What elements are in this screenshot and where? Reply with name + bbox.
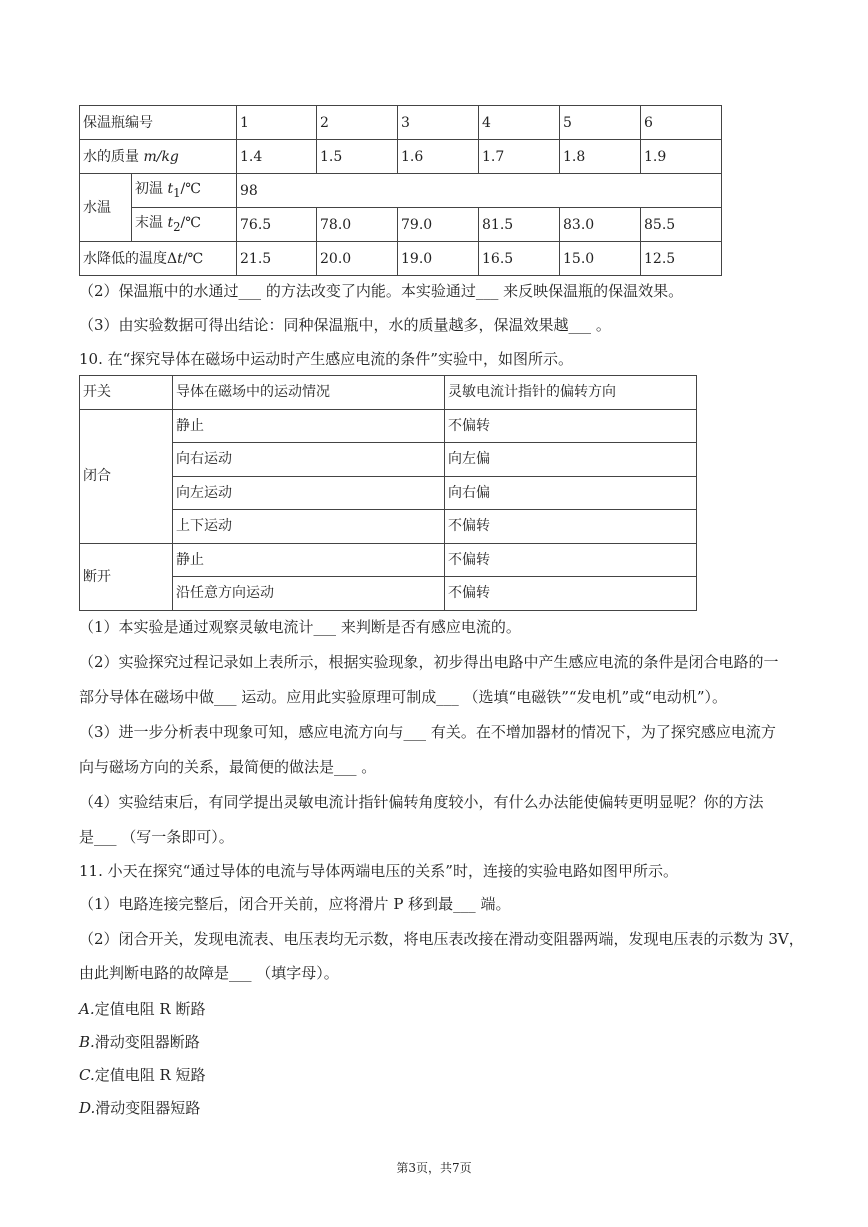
- page-footer: 第3页，共7页: [396, 1161, 472, 1175]
- question-text: （1）电路连接完整后，闭合开关前，应将滑片 P 移到最___ 端。: [79, 895, 511, 913]
- switch-closed-label: 闭合: [80, 409, 173, 543]
- table-cell: 15.0: [560, 242, 641, 276]
- table-row: [80, 476, 697, 510]
- table-row: [80, 242, 722, 276]
- option-b: B.滑动变阻器断路: [79, 1033, 200, 1051]
- table-cell: 4: [479, 106, 560, 140]
- table-header-cell: 开关: [80, 376, 173, 410]
- question-text: 向与磁场方向的关系，最简便的做法是___ 。: [79, 758, 377, 776]
- question-text: （3）进一步分析表中现象可知，感应电流方向与___ 有关。在不增加器材的情况下，为了探究感应电流方: [79, 723, 776, 741]
- table-cell: 静止: [173, 543, 445, 577]
- table-row: [80, 510, 697, 544]
- water-temp-label: 水温: [80, 174, 132, 242]
- table-cell: 3: [398, 106, 479, 140]
- final-temp-label: 末温 $t_2/℃$: [132, 208, 237, 242]
- table-cell: 不偏转: [445, 577, 697, 611]
- table-row: [80, 376, 697, 410]
- question-text: 是___ （写一条即可）。: [79, 828, 234, 846]
- table-cell: 16.5: [479, 242, 560, 276]
- table-cell: 12.5: [641, 242, 722, 276]
- option-c: C.定值电阻 R 短路: [79, 1066, 206, 1084]
- table-header-label: 保温瓶编号: [80, 106, 237, 140]
- table-cell: 1.5: [317, 140, 398, 174]
- table-cell: 1.4: [237, 140, 317, 174]
- table-cell: 1.8: [560, 140, 641, 174]
- table-cell: 向左运动: [173, 476, 445, 510]
- question-text: （4）实验结束后，有同学提出灵敏电流计指针偏转角度较小，有什么办法能使偏转更明显呢？你的方法: [79, 793, 764, 811]
- option-a: A.定值电阻 R 断路: [79, 1000, 206, 1018]
- table-cell: 2: [317, 106, 398, 140]
- question-title: 10. 在“探究导体在磁场中运动时产生感应电流的条件”实验中，如图所示。: [79, 350, 573, 368]
- table-row: [80, 543, 697, 577]
- temp-drop-label: 水降低的温度Δt/℃: [80, 242, 237, 276]
- table-cell: 6: [641, 106, 722, 140]
- table-cell: 19.0: [398, 242, 479, 276]
- option-d: D.滑动变阻器短路: [79, 1099, 201, 1117]
- table-cell: 向右运动: [173, 443, 445, 477]
- table-cell: 1: [237, 106, 317, 140]
- table-cell: 98: [237, 174, 722, 208]
- table-cell: 1.9: [641, 140, 722, 174]
- table-cell: 1.7: [479, 140, 560, 174]
- switch-open-label: 断开: [80, 543, 173, 610]
- table-cell: 81.5: [479, 208, 560, 242]
- table-row: [80, 140, 722, 174]
- table-cell: 向右偏: [445, 476, 697, 510]
- table-cell: 78.0: [317, 208, 398, 242]
- question-text: （2）保温瓶中的水通过___ 的方法改变了内能。本实验通过___ 来反映保温瓶的保温效果。: [79, 282, 684, 300]
- table-cell: 不偏转: [445, 409, 697, 443]
- table-cell: 76.5: [237, 208, 317, 242]
- table-header-cell: 灵敏电流计指针的偏转方向: [445, 376, 697, 410]
- question-text: （2）闭合开关，发现电流表、电压表均无示数，将电压表改接在滑动变阻器两端，发现电压表的示数为 3V，: [79, 930, 804, 948]
- table-cell: 不偏转: [445, 510, 697, 544]
- table-row: [80, 443, 697, 477]
- table-cell: 静止: [173, 409, 445, 443]
- question-text: 部分导体在磁场中做___ 运动。应用此实验原理可制成___ （选填“电磁铁”“发电机”或“电动机”）。: [79, 688, 728, 706]
- table-cell: 5: [560, 106, 641, 140]
- table-cell: 83.0: [560, 208, 641, 242]
- table-row: [80, 409, 697, 443]
- table-cell: 20.0: [317, 242, 398, 276]
- table-header-cell: 导体在磁场中的运动情况: [173, 376, 445, 410]
- question-text: （1）本实验是通过观察灵敏电流计___ 来判断是否有感应电流的。: [79, 618, 521, 636]
- initial-temp-label: 初温 $t_1/℃$: [132, 174, 237, 208]
- question-text: （2）实验探究过程记录如上表所示，根据实验现象，初步得出电路中产生感应电流的条件是闭合电路的一: [79, 653, 779, 671]
- induction-experiment-table: [79, 375, 697, 611]
- mass-row-label: 水的质量 m/kg: [80, 140, 237, 174]
- table-cell: 不偏转: [445, 543, 697, 577]
- table-row: [80, 577, 697, 611]
- thermos-data-table: [79, 105, 722, 276]
- question-text: 由此判断电路的故障是___ （填字母）。: [79, 964, 339, 982]
- table-row: [80, 106, 722, 140]
- table-cell: 上下运动: [173, 510, 445, 544]
- table-cell: 向左偏: [445, 443, 697, 477]
- table-row: [80, 174, 722, 208]
- table-cell: 沿任意方向运动: [173, 577, 445, 611]
- question-text: （3）由实验数据可得出结论：同种保温瓶中，水的质量越多，保温效果越___ 。: [79, 316, 611, 334]
- table-row: [80, 208, 722, 242]
- question-title: 11. 小天在探究“通过导体的电流与导体两端电压的关系”时，连接的实验电路如图甲所示。: [79, 862, 678, 880]
- table-cell: 21.5: [237, 242, 317, 276]
- table-cell: 1.6: [398, 140, 479, 174]
- table-cell: 85.5: [641, 208, 722, 242]
- table-cell: 79.0: [398, 208, 479, 242]
